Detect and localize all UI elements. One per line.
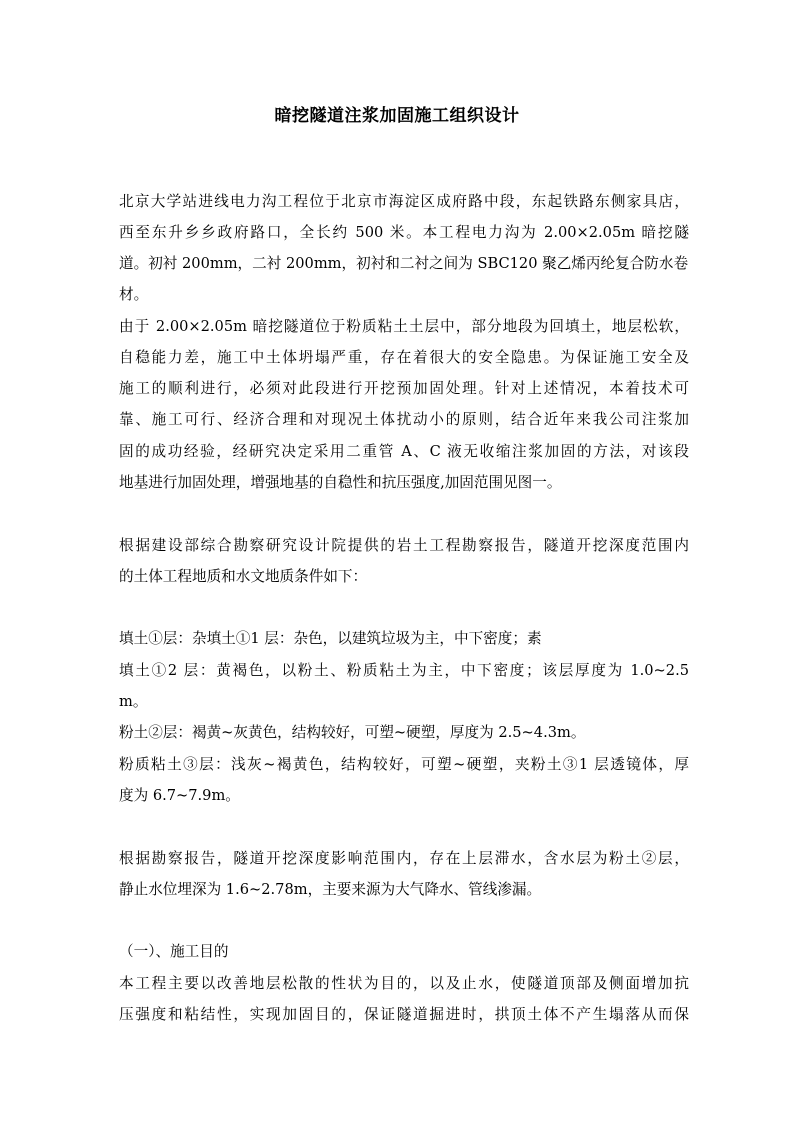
paragraph-line: 粉质粘土③层：浅灰~褐黄色，结构较好，可塑~硬塑，夹粉土③1 层透镜体，厚 <box>119 756 689 773</box>
document-title: 暗挖隧道注浆加固施工组织设计 <box>274 106 520 126</box>
paragraph-line: 材。 <box>119 286 149 303</box>
paragraph-line: m。 <box>119 693 148 710</box>
paragraph-line: 根据勘察报告，隧道开挖深度影响范围内，存在上层滞水，含水层为粉土②层， <box>119 850 689 867</box>
paragraph-line: 西至东升乡乡政府路口，全长约 500 米。本工程电力沟为 2.00×2.05m 暗挖隧 <box>119 224 689 241</box>
paragraph-line: 自稳能力差，施工中土体坍塌严重，存在着很大的安全隐患。为保证施工安全及 <box>119 349 689 366</box>
paragraph-line: 地基进行加固处理，增强地基的自稳性和抗压强度,加固范围见图一。 <box>119 474 562 491</box>
paragraph-line: 压强度和粘结性，实现加固目的，保证隧道掘进时，拱顶土体不产生塌落从而保 <box>119 1006 689 1023</box>
paragraph-line: 静止水位埋深为 1.6~2.78m，主要来源为大气降水、管线渗漏。 <box>119 881 542 898</box>
paragraph-line: 由于 2.00×2.05m 暗挖隧道位于粉质粘土土层中，部分地段为回填土，地层松软， <box>119 318 689 335</box>
paragraph-line: 填土①层：杂填土①1 层：杂色，以建筑垃圾为主，中下密度；素 <box>119 630 542 647</box>
paragraph-line: 的土体工程地质和水文地质条件如下： <box>119 568 368 585</box>
paragraph-line: 粉土②层：褐黄~灰黄色，结构较好，可塑~硬塑，厚度为 2.5~4.3m。 <box>119 724 586 741</box>
paragraph-line: 靠、施工可行、经济合理和对现况土体扰动小的原则，结合近年来我公司注浆加 <box>119 411 689 428</box>
paragraph-line: 固的成功经验，经研究决定采用二重管 A、C 液无收缩注浆加固的方法，对该段 <box>119 443 689 460</box>
paragraph-line: 北京大学站进线电力沟工程位于北京市海淀区成府路中段，东起铁路东侧家具店， <box>119 193 689 210</box>
paragraph-line: 道。初衬 200mm，二衬 200mm，初衬和二衬之间为 SBC120 聚乙烯丙纶复合防水卷 <box>119 255 689 272</box>
paragraph-line: 度为 6.7~7.9m。 <box>119 787 240 804</box>
subsection-heading: （一）、施工目的 <box>119 943 229 960</box>
paragraph-line: 本工程主要以改善地层松散的性状为目的，以及止水，使隧道顶部及侧面增加抗 <box>119 975 689 992</box>
paragraph-line: 根据建设部综合勘察研究设计院提供的岩土工程勘察报告，隧道开挖深度范围内 <box>119 537 689 554</box>
paragraph-line: 填土①2 层：黄褐色，以粉土、粉质粘土为主，中下密度；该层厚度为 1.0~2.5 <box>119 662 689 679</box>
paragraph-line: 施工的顺利进行，必须对此段进行开挖预加固处理。针对上述情况，本着技术可 <box>119 380 689 397</box>
